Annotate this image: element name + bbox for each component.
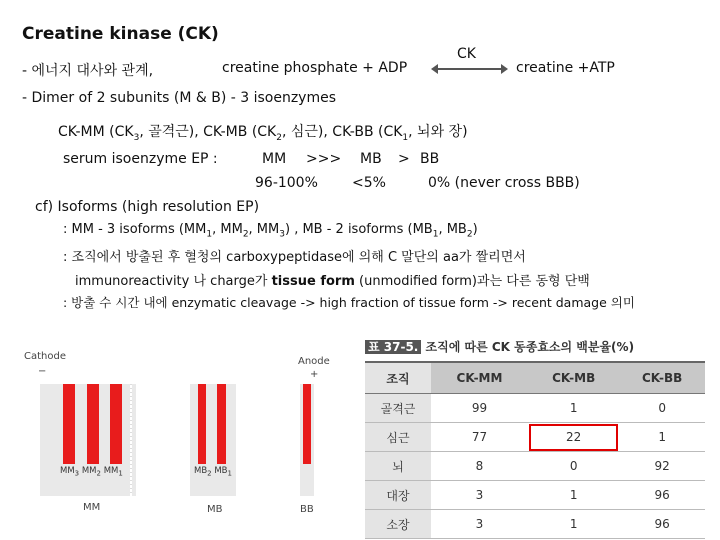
- serum-order-mb: MB: [360, 151, 382, 167]
- reaction-right: creatine +ATP: [516, 60, 615, 76]
- row-tissue: 골격근: [365, 394, 431, 423]
- mb2-band: [198, 384, 206, 464]
- bb-band: [303, 384, 311, 464]
- cell-mm: 3: [431, 510, 528, 539]
- reaction-enzyme: CK: [457, 46, 476, 62]
- cell-mb: 1: [528, 510, 619, 539]
- cell-bb: 96: [619, 481, 705, 510]
- mb-bands-label: $MB_2$ $MB_1$: [194, 466, 232, 478]
- isoforms-line-4: : 방출 수 시간 내에 enzymatic cleavage -> high fraction of tissue form -> recent damage 의미: [63, 295, 635, 310]
- ck-tissue-table: [365, 338, 705, 539]
- table-row: [365, 510, 705, 539]
- isoforms-line-3: immunoreactivity 나 charge가 tissue form (unmodified form)과는 다른 동형 단백: [75, 274, 590, 289]
- reaction-left: creatine phosphate + ADP: [222, 60, 408, 76]
- isoforms-heading: cf) Isoforms (high resolution EP): [35, 199, 260, 215]
- cell-bb: 96: [619, 510, 705, 539]
- cell-mm: 77: [431, 423, 528, 452]
- anode-label: Anode: [298, 356, 330, 367]
- cell-bb: 0: [619, 394, 705, 423]
- row-tissue: 대장: [365, 481, 431, 510]
- row-tissue: 소장: [365, 510, 431, 539]
- table-row: [365, 481, 705, 510]
- cell-mm: 99: [431, 394, 528, 423]
- mm3-band: [63, 384, 75, 464]
- serum-order-mm: MM: [262, 151, 287, 167]
- serum-order-bb: BB: [420, 151, 440, 167]
- header-ck-mm: CK-MM: [431, 362, 528, 394]
- arrow-left-head-icon: [431, 64, 438, 74]
- page-title: Creatine kinase (CK): [22, 24, 219, 44]
- lane-label-mb: MB: [207, 504, 223, 515]
- energy-relation-text: - 에너지 대사와 관계,: [22, 63, 154, 79]
- isoforms-line-1: : MM - 3 isoforms ($MM_1$, $MM_2$, $MM_3$) , MB - 2 isoforms ($MB_1$, $MB_2$): [63, 222, 478, 240]
- table-row: [365, 394, 705, 423]
- cell-bb: 1: [619, 423, 705, 452]
- mm1-band: [110, 384, 122, 464]
- lane-label-mm: MM: [83, 502, 101, 513]
- serum-pct-mm: 96-100%: [255, 175, 318, 191]
- cell-mb: 0: [528, 452, 619, 481]
- serum-pct-mb: <5%: [352, 175, 386, 191]
- cell-mm: 8: [431, 452, 528, 481]
- anode-sign: +: [310, 369, 319, 380]
- serum-pct-bb: 0% (never cross BBB): [428, 175, 580, 191]
- header-ck-bb: CK-BB: [619, 362, 705, 394]
- cell-mb: 1: [528, 481, 619, 510]
- reversible-arrow: [435, 68, 501, 70]
- table-header-row: [365, 362, 705, 394]
- cathode-label: Cathode: [24, 351, 66, 362]
- dimer-text: - Dimer of 2 subunits (M & B) - 3 isoenzymes: [22, 90, 337, 106]
- serum-order-gt1: >>>: [306, 151, 342, 167]
- table-row: [365, 452, 705, 481]
- isoforms-line-2: : 조직에서 방출된 후 혈청의 carboxypeptidase에 의해 C 말단의 aa가 짤리면서: [63, 250, 526, 265]
- mb-lane: [190, 384, 236, 496]
- table-row: [365, 423, 705, 452]
- serum-label: serum isoenzyme EP :: [63, 151, 218, 167]
- cell-mb: 1: [528, 394, 619, 423]
- row-tissue: 심근: [365, 423, 431, 452]
- cell-bb: 92: [619, 452, 705, 481]
- mm-bands-label: $MM_3$ $MM_2$ $MM_1$: [60, 466, 123, 478]
- lane-label-bb: BB: [300, 504, 314, 515]
- table-caption: 표 37-5. 조직에 따른 CK 동종효소의 백분율(%): [365, 338, 705, 355]
- mm2-band: [87, 384, 99, 464]
- mm-lane-edge: [130, 384, 132, 496]
- cathode-sign: −: [38, 366, 47, 377]
- row-tissue: 뇌: [365, 452, 431, 481]
- cell-mm: 3: [431, 481, 528, 510]
- mb1-band: [217, 384, 226, 464]
- cell-mb-highlighted: 22: [528, 423, 619, 452]
- header-tissue: 조직: [365, 362, 431, 394]
- table-grid: [365, 361, 705, 539]
- arrow-right-head-icon: [501, 64, 508, 74]
- isoenzyme-list: CK-MM ($CK_3$, 골격근), CK-MB ($CK_2$, 심근), CK-BB ($CK_1$, 뇌와 장): [58, 124, 468, 143]
- header-ck-mb: CK-MB: [528, 362, 619, 394]
- serum-order-gt2: >: [398, 151, 410, 167]
